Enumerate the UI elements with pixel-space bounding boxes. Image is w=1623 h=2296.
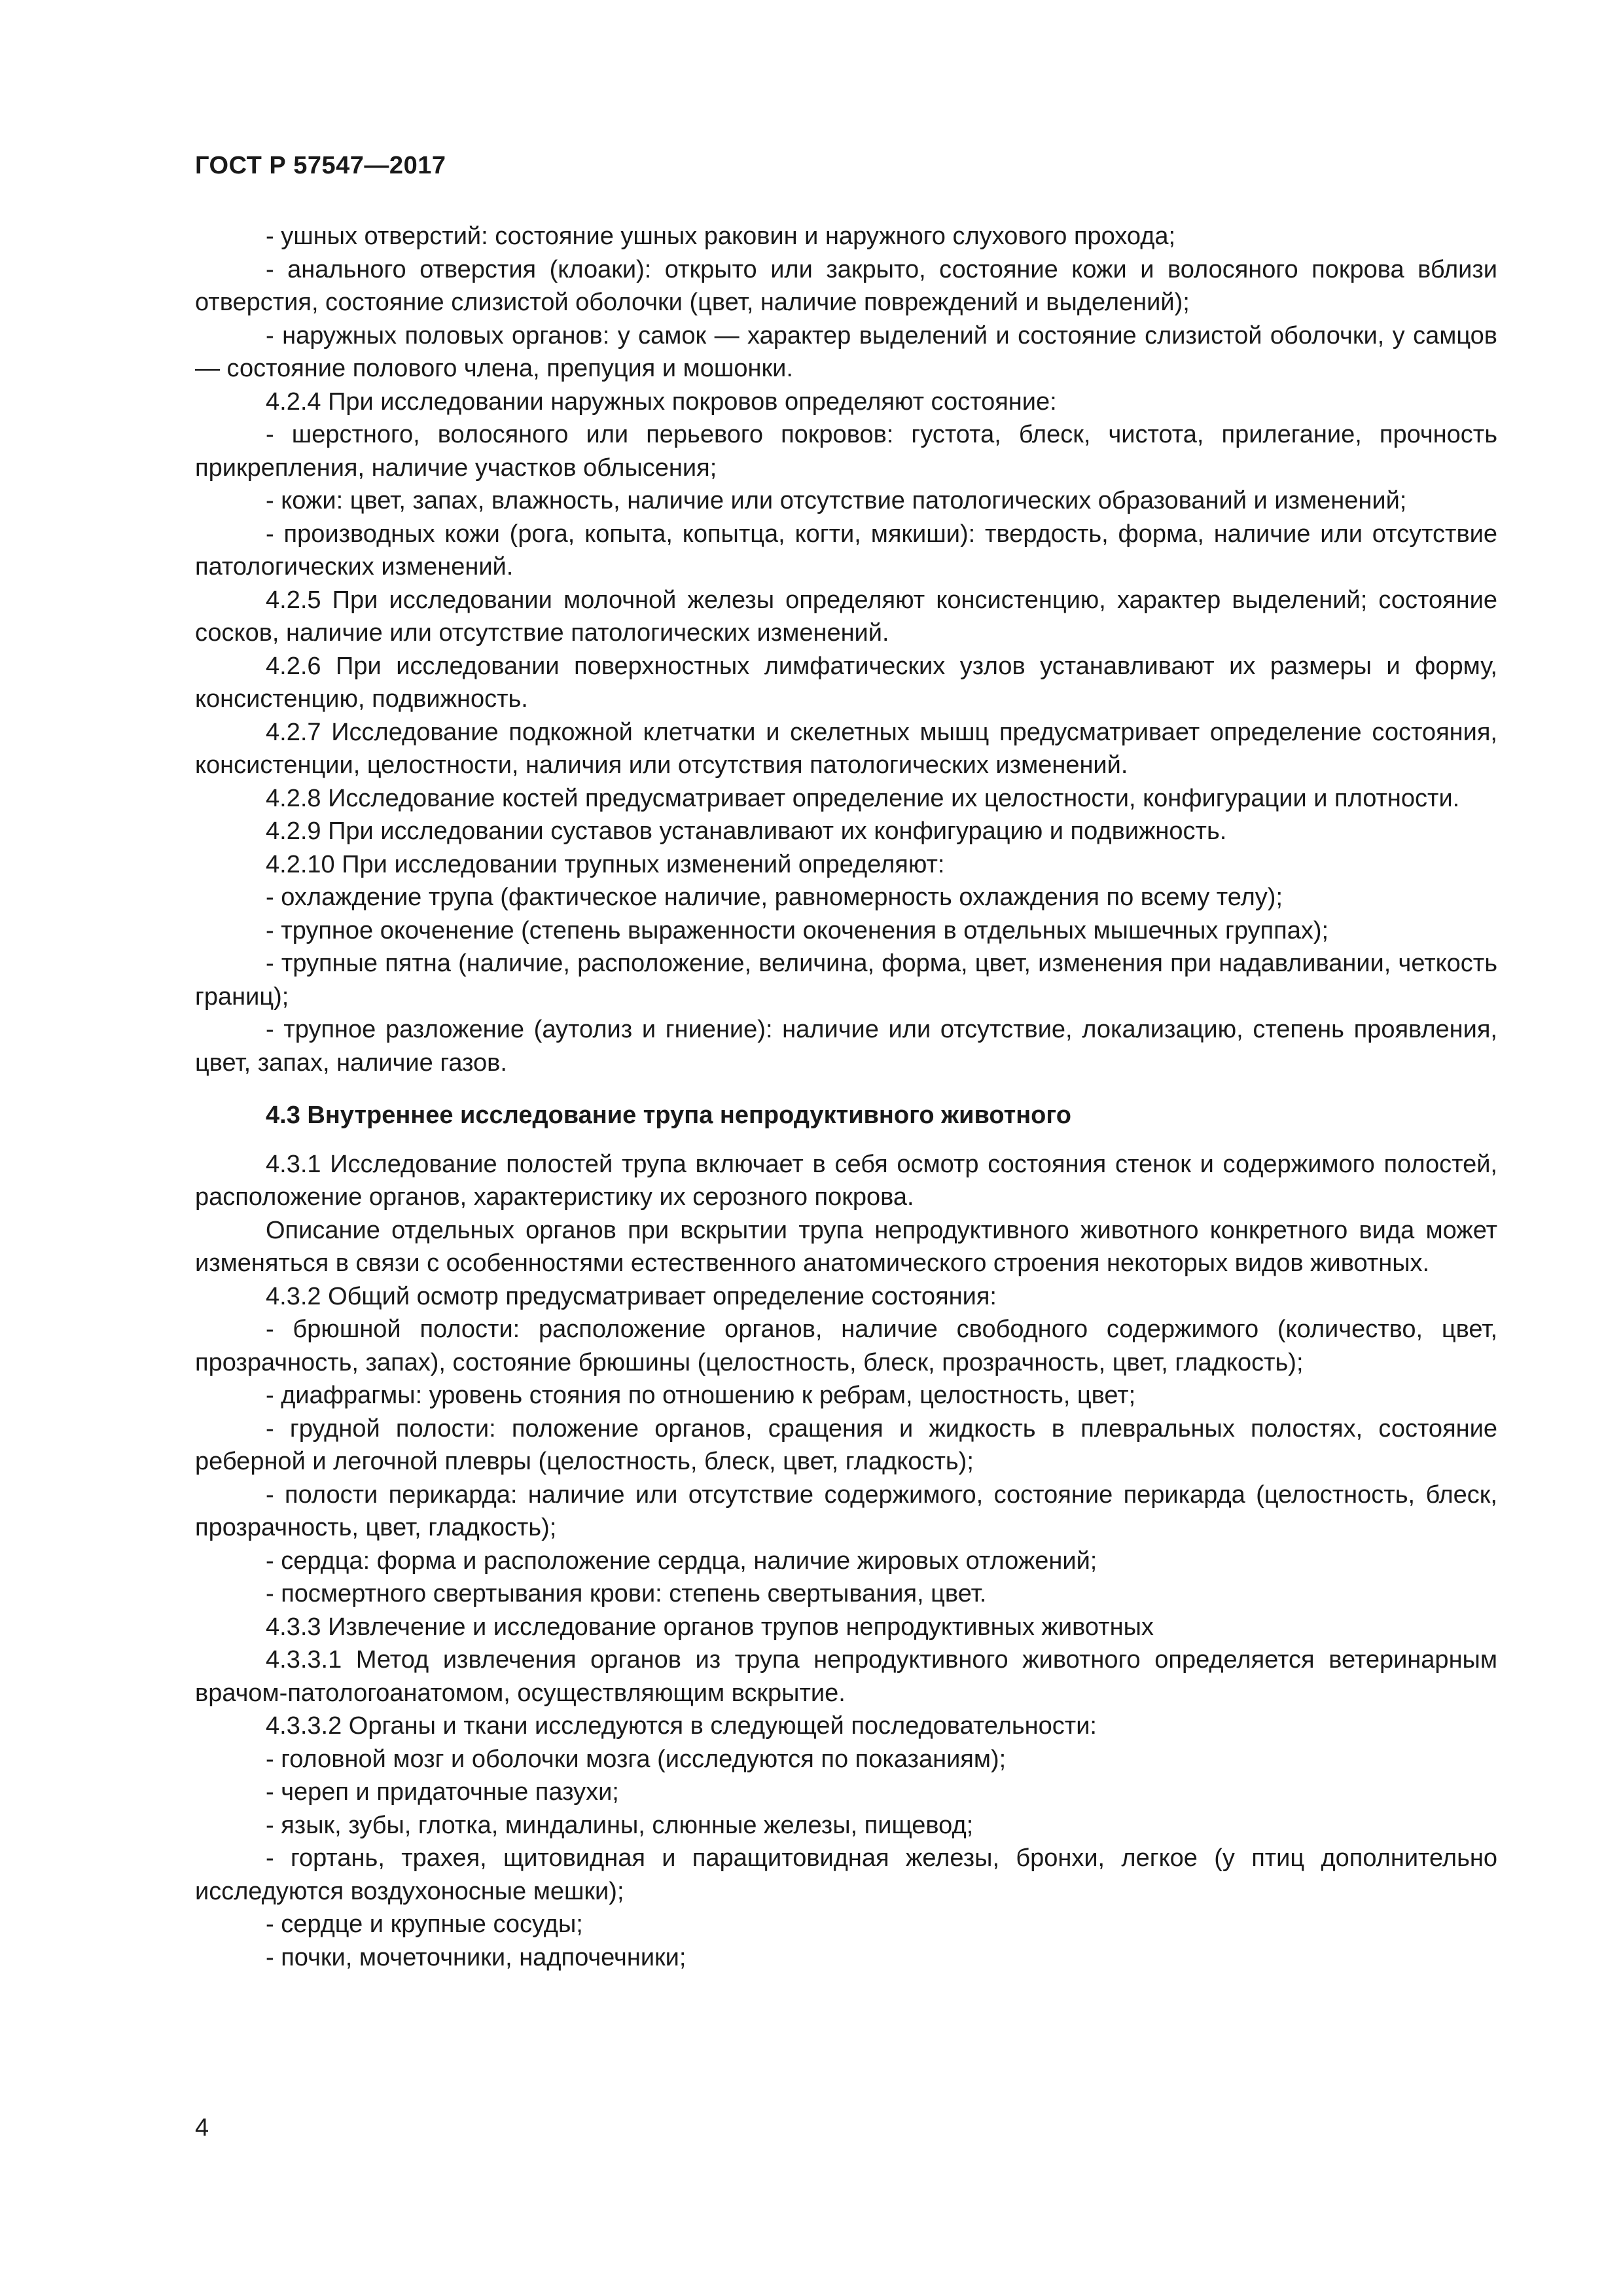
paragraph: - череп и придаточные пазухи; [266, 1778, 619, 1806]
paragraph: 4.2.5 При исследовании молочной железы определяют консистенцию, характер выделений; состояние сосков, наличие или отсутствие патологических изменений. [195, 586, 1497, 647]
paragraph: 4.3.2 Общий осмотр предусматривает определение состояния: [266, 1282, 997, 1310]
section-heading: 4.3 Внутреннее исследование трупа непродуктивного животного [266, 1102, 1071, 1129]
paragraph: - посмертного свертывания крови: степень свертывания, цвет. [266, 1580, 987, 1607]
paragraph: 4.2.8 Исследование костей предусматривает определение их целостности, конфигурации и плотности. [266, 784, 1460, 812]
paragraph: 4.3.3.2 Органы и ткани исследуются в следующей последовательности: [266, 1712, 1097, 1740]
paragraph: 4.2.10 При исследовании трупных изменений определяют: [266, 850, 945, 878]
paragraph: 4.2.7 Исследование подкожной клетчатки и скелетных мышц предусматривает определение состояния, консистенции, целостности, наличия или отсутствия патологических изменений. [195, 718, 1497, 779]
paragraph: - анального отверстия (клоаки): открыто или закрыто, состояние кожи и волосяного покрова вблизи отверстия, состояние слизистой оболочки (цвет, наличие повреждений и выделений); [195, 255, 1497, 316]
paragraph: 4.3.3.1 Метод извлечения органов из трупа непродуктивного животного определяется ветеринарным врачом-патологоанатомом, осуществляющим вскрытие. [195, 1646, 1497, 1707]
paragraph: 4.2.6 При исследовании поверхностных лимфатических узлов устанавливают их размеры и форму, консистенцию, подвижность. [195, 652, 1497, 713]
paragraph: 4.3.3 Извлечение и исследование органов трупов непродуктивных животных [266, 1613, 1154, 1641]
paragraph: 4.2.9 При исследовании суставов устанавливают их конфигурацию и подвижность. [266, 817, 1227, 845]
paragraph: - шерстного, волосяного или перьевого покровов: густота, блеск, чистота, прилегание, прочность прикрепления, наличие участков облысения; [195, 421, 1497, 482]
paragraph: - диафрагмы: уровень стояния по отношению к ребрам, целостность, цвет; [266, 1382, 1136, 1409]
document-header: ГОСТ Р 57547—2017 [195, 152, 446, 179]
paragraph: - брюшной полости: расположение органов, наличие свободного содержимого (количество, цвет, прозрачность, запах), состояние брюшины (целостность, блеск, прозрачность, цвет, гладкость); [195, 1316, 1497, 1376]
paragraph: - производных кожи (рога, копыта, копытца, когти, мякиши): твердость, форма, наличие или отсутствие патологических изменений. [195, 520, 1497, 581]
paragraph: Описание отдельных органов при вскрытии трупа непродуктивного животного конкретного вида может изменяться в связи с особенностями естественного анатомического строения некоторых видов животных. [195, 1216, 1497, 1277]
paragraph: - грудной полости: положение органов, сращения и жидкость в плевральных полостях, состояние реберной и легочной плевры (целостность, блеск, цвет, гладкость); [195, 1414, 1497, 1475]
paragraph: - головной мозг и оболочки мозга (исследуются по показаниям); [266, 1745, 1007, 1773]
paragraph: - сердце и крупные сосуды; [266, 1910, 583, 1938]
document-body [195, 220, 1497, 1974]
paragraph: - трупное окоченение (степень выраженности окоченения в отдельных мышечных группах); [266, 916, 1329, 944]
paragraph: - сердца: форма и расположение сердца, наличие жировых отложений; [266, 1547, 1097, 1575]
paragraph: - трупные пятна (наличие, расположение, величина, форма, цвет, изменения при надавливании, четкость границ); [195, 950, 1497, 1011]
paragraph: - охлаждение трупа (фактическое наличие, равномерность охлаждения по всему телу); [266, 884, 1283, 911]
paragraph: - полости перикарда: наличие или отсутствие содержимого, состояние перикарда (целостность, блеск, прозрачность, цвет, гладкость); [195, 1480, 1497, 1541]
paragraph: - язык, зубы, глотка, миндалины, слюнные железы, пищевод; [266, 1811, 974, 1839]
page-number: 4 [195, 2114, 209, 2142]
paragraph: - трупное разложение (аутолиз и гниение): наличие или отсутствие, локализацию, степень проявления, цвет, запах, наличие газов. [195, 1016, 1497, 1077]
paragraph: 4.2.4 При исследовании наружных покровов определяют состояние: [266, 387, 1057, 416]
paragraph: - наружных половых органов: у самок — характер выделений и состояние слизистой оболочки, у самцов — состояние полового члена, препуция и мошонки. [195, 321, 1497, 382]
paragraph: - почки, мочеточники, надпочечники; [266, 1943, 687, 1971]
paragraph: 4.3.1 Исследование полостей трупа включает в себя осмотр состояния стенок и содержимого полостей, расположение органов, характеристику их серозного покрова. [195, 1150, 1497, 1211]
paragraph: - ушных отверстий: состояние ушных раковин и наружного слухового прохода; [266, 223, 1176, 250]
paragraph: - гортань, трахея, щитовидная и паращитовидная железы, бронхи, легкое (у птиц дополнительно исследуются воздухоносные мешки); [195, 1844, 1497, 1905]
paragraph: - кожи: цвет, запах, влажность, наличие или отсутствие патологических образований и изменений; [266, 487, 1407, 514]
